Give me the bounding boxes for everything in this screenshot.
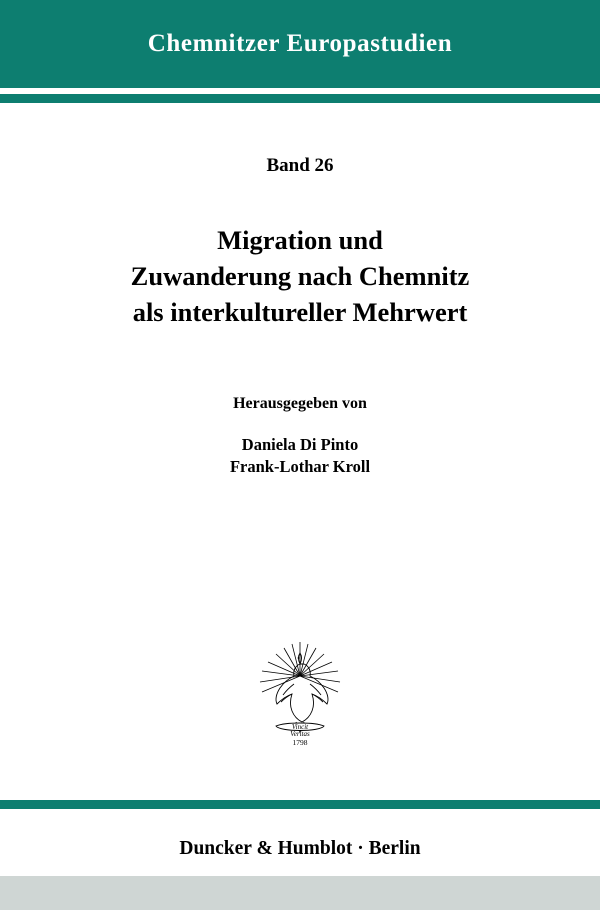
book-title-line: als interkultureller Mehrwert [132,297,468,327]
editor-name: Daniela Di Pinto [241,435,359,454]
book-title-line: Migration und [217,225,383,255]
editor-list [0,434,600,478]
edited-by-label: Herausgegeben von [233,395,367,412]
book-title [60,222,540,330]
editor-name: Frank-Lothar Kroll [229,457,371,476]
top-divider-rule [0,94,600,103]
bottom-color-strip [0,876,600,910]
logo-motto-2: Veritas [290,730,310,738]
book-title-line: Zuwanderung nach Chemnitz [130,261,470,291]
publisher-imprint: Duncker & Humblot · Berlin [179,838,421,859]
series-title: Chemnitzer Europastudien [147,30,453,57]
logo-motto: Vincit [291,723,309,731]
duncker-humblot-eagle-logo [248,638,352,748]
volume-number: Band 26 [266,155,334,176]
bottom-divider-rule [0,800,600,809]
logo-year: 1798 [292,738,308,747]
